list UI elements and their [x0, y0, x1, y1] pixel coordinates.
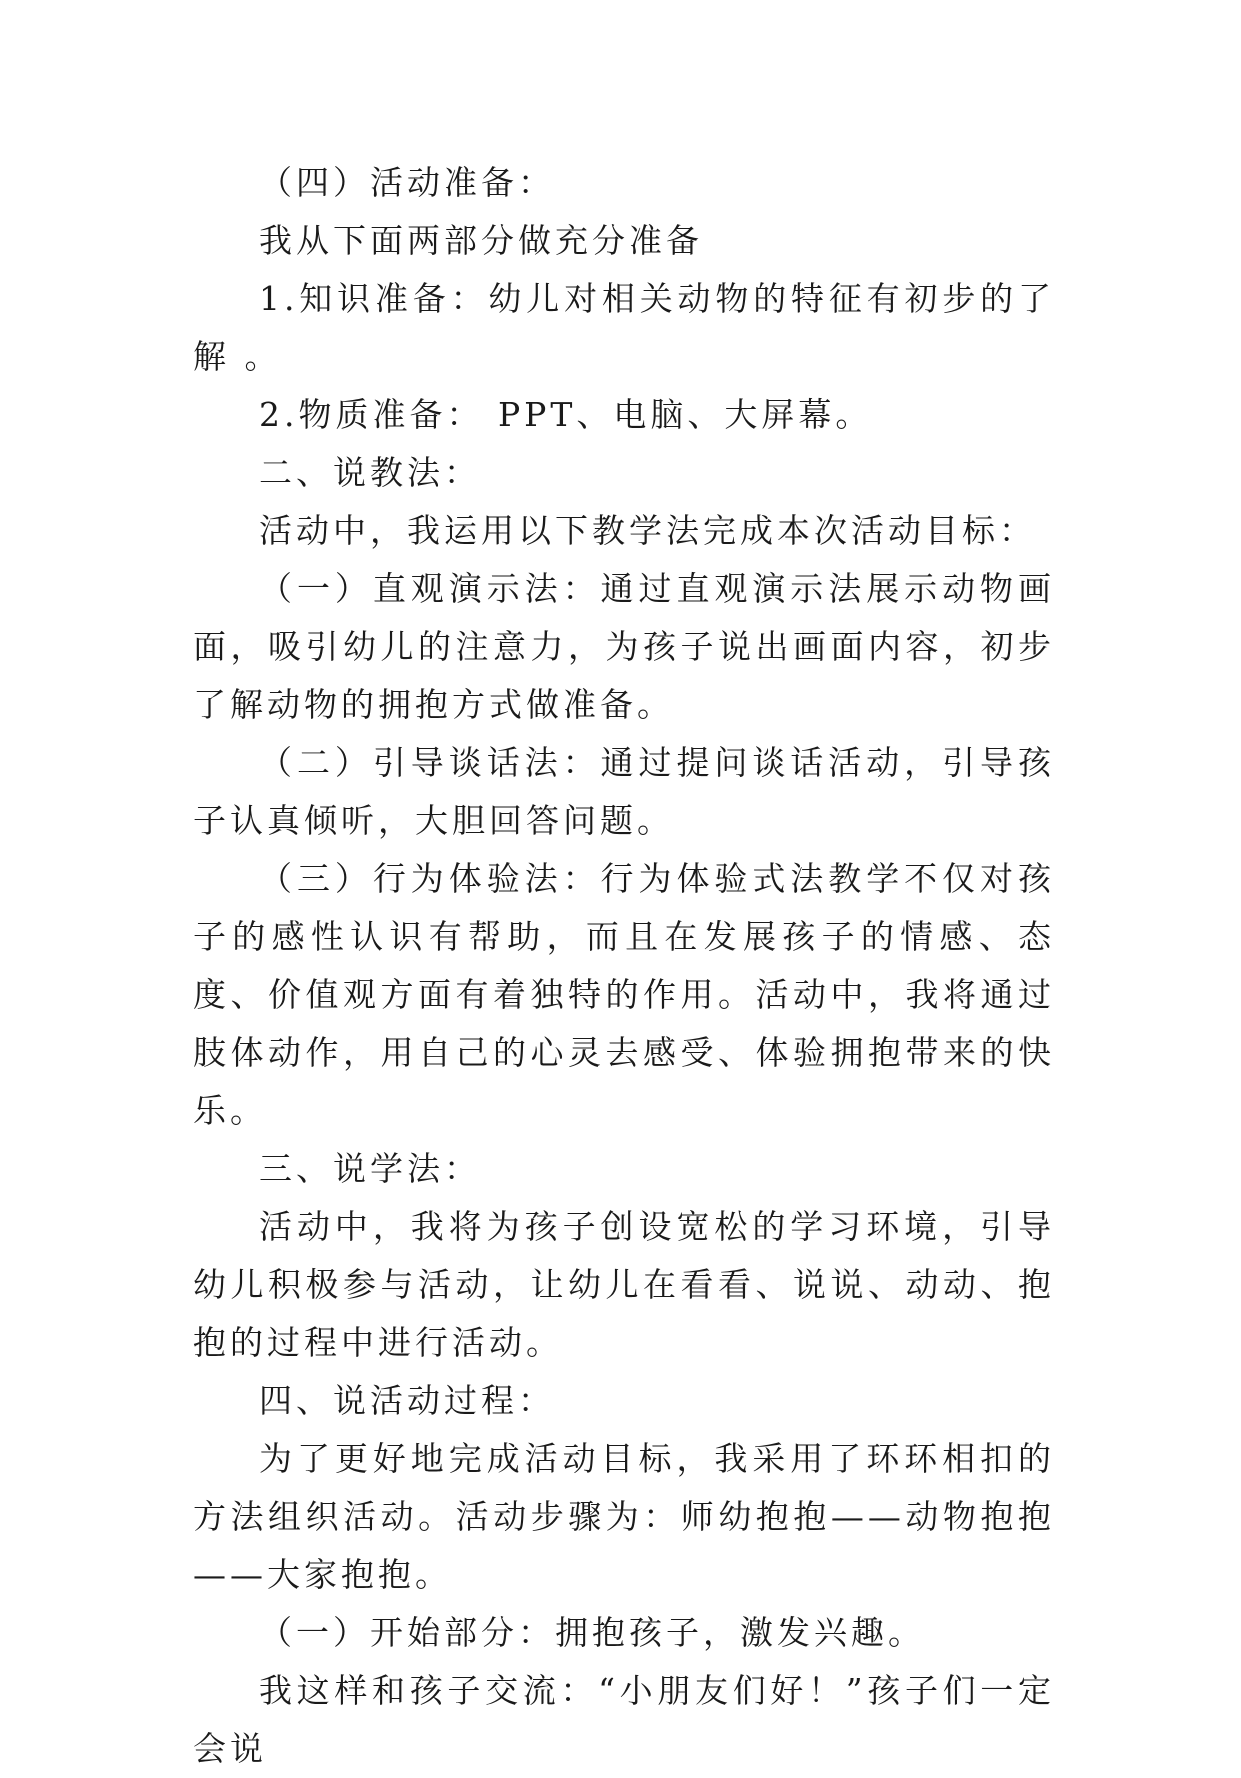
paragraph-material-preparation: 2.物质准备： PPT、电脑、大屏幕。	[259, 395, 873, 434]
paragraph-demonstration-method: （一）直观演示法：通过直观演示法展示动物画面，吸引幼儿的注意力，为孩子说出画面内容，初步了解动物的拥抱方式做准备。	[193, 569, 1055, 724]
paragraph-conversation-method: （二）引导谈话法：通过提问谈话活动，引导孩子认真倾听，大胆回答问题。	[193, 743, 1055, 840]
section-heading-learning-methods: 三、说学法：	[259, 1149, 481, 1188]
section-heading-activity-process: 四、说活动过程：	[259, 1381, 555, 1420]
paragraph-knowledge-preparation: 1.知识准备：幼儿对相关动物的特征有初步的了解 。	[193, 279, 1055, 376]
paragraph-opening-part: （一）开始部分：拥抱孩子，激发兴趣。	[259, 1613, 925, 1652]
document-body	[193, 154, 1055, 1778]
paragraph-teaching-methods-intro: 活动中，我运用以下教学法完成本次活动目标：	[259, 511, 1036, 550]
paragraph-communication: 我这样和孩子交流：“小朋友们好！”孩子们一定会说	[193, 1671, 1055, 1768]
paragraph-preparation-intro: 我从下面两部分做充分准备	[259, 221, 703, 260]
section-heading-activity-preparation: （四）活动准备：	[259, 163, 555, 202]
paragraph-learning-methods: 活动中，我将为孩子创设宽松的学习环境，引导幼儿积极参与活动，让幼儿在看看、说说、动动、抱抱的过程中进行活动。	[193, 1207, 1055, 1362]
paragraph-activity-process: 为了更好地完成活动目标，我采用了环环相扣的方法组织活动。活动步骤为：师幼抱抱——动物抱抱——大家抱抱。	[193, 1439, 1055, 1594]
paragraph-experience-method: （三）行为体验法：行为体验式法教学不仅对孩子的感性认识有帮助，而且在发展孩子的情感、态度、价值观方面有着独特的作用。活动中，我将通过肢体动作，用自己的心灵去感受、体验拥抱带来的快乐。	[193, 859, 1055, 1130]
section-heading-teaching-methods: 二、说教法：	[259, 453, 481, 492]
